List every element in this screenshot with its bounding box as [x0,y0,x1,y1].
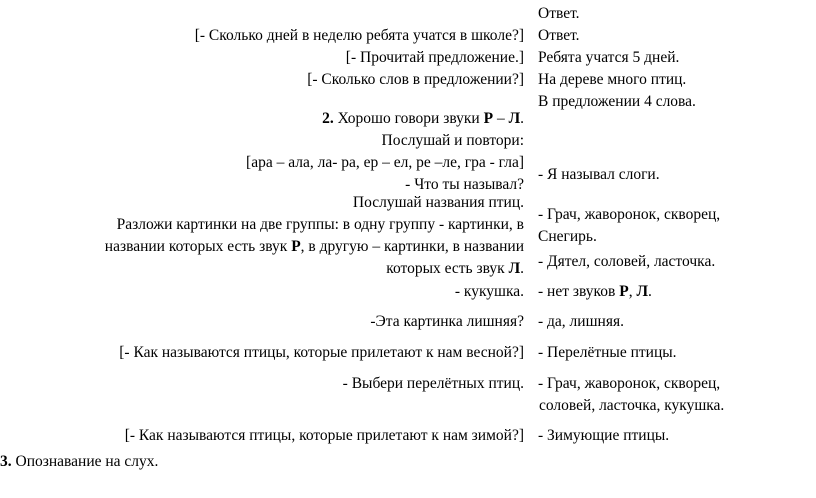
birds-instructions [105,192,524,280]
spring-question: [- Как называются птицы, которые прилетают к нам весной?] [119,344,524,361]
questions-block-1 [195,25,524,91]
question-what-named: - Что ты называл? [405,176,524,193]
section-2-block [246,108,524,196]
sort-line-2: названии которых есть звук Р, в другую – картинки, в названии [104,238,524,255]
cuckoo-answer: - нет звуков Р, Л. [538,283,652,300]
syllables-line: [ара – ала, ла- ра, ер – ел, ре –ле, гра - гла] [246,154,524,171]
section-2-heading: 2. Хорошо говори звуки Р – Л. [322,110,524,127]
extra-answer: - да, лишняя. [538,313,624,330]
question-read-sentence: [- Прочитай предложение.] [345,49,524,66]
answer-word-count: В предложении 4 слова. [538,93,696,110]
section-3-heading: 3. Опознавание на слух. [0,453,159,470]
listen-repeat: Послушай и повтори: [381,132,524,149]
answers-block-1 [538,3,696,113]
answer-sentence: На дереве много птиц. [538,71,687,88]
listen-birds: Послушай названия птиц. [352,194,524,211]
winter-answer: - Зимующие птицы. [538,427,670,444]
answer-days: Ребята учатся 5 дней. [538,49,680,66]
winter-question: [- Как называются птицы, которые прилетают к нам зимой?] [124,427,524,444]
migratory-answer-line-2: соловей, ласточка, кукушка. [539,397,725,414]
migratory-answer-line-1: - Грач, жаворонок, скворец, [538,375,721,392]
section-number: 2. [322,110,334,127]
question-word-count: [- Сколько слов в предложении?] [307,71,524,88]
extra-question: -Эта картинка лишняя? [370,313,524,330]
answer-label: Ответ. [538,27,580,44]
sort-line-3: которых есть звук Л. [386,260,524,277]
section-number: 3. [0,453,12,470]
sound-l: Л [508,110,521,127]
question-days: [- Сколько дней в неделю ребята учатся в школе?] [194,27,524,44]
answer-label: Ответ. [538,5,580,22]
answer-named: - Я называл слоги. [538,166,660,183]
answer-r-birds-2: Снегирь. [538,228,597,245]
answer-r-birds-1: - Грач, жаворонок, скворец, [538,206,721,223]
answer-l-birds: - Дятел, соловей, ласточка. [538,253,716,270]
migratory-answer [538,373,724,417]
sort-line-1: Разложи картинки на две группы: в одну группу - картинки, в [116,216,524,233]
sound-r: Р [483,110,494,127]
birds-answers [538,204,720,273]
migratory-question: - Выбери перелётных птиц. [342,375,524,392]
cuckoo-question: - кукушка. [454,283,524,300]
spring-answer: - Перелётные птицы. [538,344,677,361]
